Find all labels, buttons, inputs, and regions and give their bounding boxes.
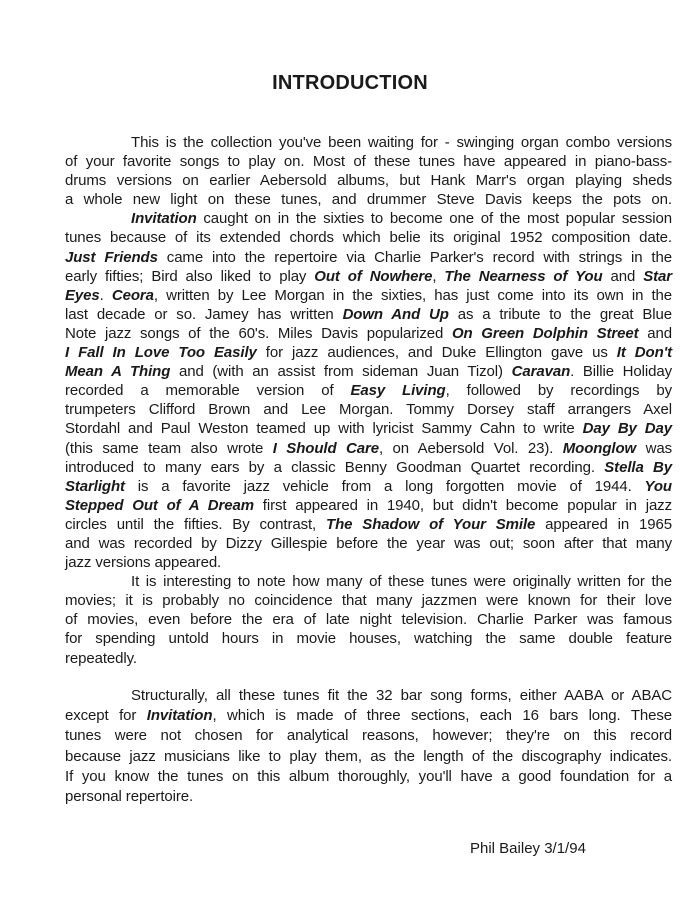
text-line <box>65 228 672 247</box>
text-run: , which is made of three sections, each 16 bars long. These <box>212 707 673 725</box>
text-run: caught on in the sixties to become one of the most popular session <box>196 210 672 228</box>
text-run: . Billie Holiday <box>570 363 672 381</box>
text-line <box>65 515 672 534</box>
song-title: Stepped Out of A Dream <box>65 496 254 514</box>
text-run: and <box>602 267 644 285</box>
text-run: . <box>99 286 112 304</box>
song-title: Eyes <box>65 286 100 304</box>
text-line <box>65 133 672 152</box>
text-run: of movies, even before the era of late night television. Charlie Parker was famous <box>65 611 672 629</box>
text-run: tunes were not chosen for analytical reasons, however; they're on this record <box>65 727 672 745</box>
text-run: was <box>636 439 672 457</box>
song-title: Day By Day <box>582 420 672 438</box>
text-line <box>65 267 672 286</box>
song-title: The Nearness of You <box>444 267 603 285</box>
text-run: repeatedly. <box>65 649 138 667</box>
text-line <box>65 209 672 228</box>
song-title: You <box>644 477 672 495</box>
text-run: a whole new light on these tunes, and drummer Steve Davis keeps the pots on. <box>65 191 672 209</box>
text-line <box>65 324 672 343</box>
text-run: , followed by recordings by <box>445 382 673 400</box>
song-title: Out of Nowhere <box>314 267 433 285</box>
text-run: , written by Lee Morgan in the sixties, has just come into its own in the <box>153 286 673 304</box>
text-line <box>65 706 672 726</box>
text-run: jazz versions appeared. <box>65 554 222 572</box>
text-line <box>65 649 672 668</box>
song-title: It Don't <box>616 344 673 362</box>
text-run: and (with an assist from sideman Juan Tizol) <box>170 363 512 381</box>
text-line <box>65 591 672 610</box>
text-run: first appeared in 1940, but didn't become popular in jazz <box>253 496 672 514</box>
page-title: INTRODUCTION <box>272 72 428 94</box>
text-line <box>65 610 672 629</box>
text-run: as a tribute to the great Blue <box>448 305 672 323</box>
text-line <box>65 767 672 787</box>
text-line <box>65 171 672 190</box>
text-line <box>65 534 672 553</box>
text-line <box>65 400 672 419</box>
song-title: Mean A Thing <box>65 363 171 381</box>
text-run: , on Aebersold Vol. 23). <box>378 439 563 457</box>
author-signature-date: Phil Bailey 3/1/94 <box>470 840 586 857</box>
song-title: Invitation <box>146 707 213 725</box>
song-title: Down And Up <box>342 305 449 323</box>
text-run: and was recorded by Dizzy Gillespie before the year was out; soon after that many <box>65 534 672 552</box>
song-title: Star <box>643 267 672 285</box>
text-run: movies; it is probably no coincidence that many jazzmen were known for their love <box>65 592 672 610</box>
song-title: Invitation <box>131 210 197 228</box>
text-line <box>65 787 672 807</box>
song-title: The Shadow of Your Smile <box>326 515 536 533</box>
text-run: This is the collection you've been waiting for - swinging organ combo versions <box>131 134 672 151</box>
text-line <box>65 686 672 706</box>
text-run: Note jazz songs of the 60's. Miles Davis popularized <box>65 324 452 342</box>
song-title: Easy Living <box>350 382 446 400</box>
text-run: and <box>638 324 672 342</box>
text-run: because jazz musicians like to play them, as the length of the discography indicates. <box>65 747 672 765</box>
text-run: last decade or so. Jamey has written <box>65 305 343 323</box>
text-run: personal repertoire. <box>65 788 194 806</box>
text-line <box>65 747 672 767</box>
song-title: I Should Care <box>272 439 379 457</box>
song-title: Ceora <box>111 286 154 304</box>
song-title: Caravan <box>511 363 571 381</box>
text-run: Stordahl and Paul Weston teamed up with lyricist Sammy Cahn to write <box>65 420 583 438</box>
song-title: On Green Dolphin Street <box>451 324 639 342</box>
text-line <box>65 439 672 458</box>
text-line <box>65 381 672 400</box>
text-run: trumpeters Clifford Brown and Lee Morgan. Tommy Dorsey staff arrangers Axel <box>65 401 672 419</box>
song-title: Stella By <box>604 458 672 476</box>
text-line <box>65 286 672 305</box>
text-line <box>65 458 672 477</box>
text-line <box>65 553 672 572</box>
text-run: , <box>432 267 445 285</box>
text-run: Structurally, all these tunes fit the 32 bar song forms, either AABA or ABAC <box>131 687 672 704</box>
text-line <box>65 572 672 591</box>
text-run: is a favorite jazz vehicle from a long forgotten movie of 1944. <box>124 477 645 495</box>
text-line <box>65 629 672 648</box>
text-line <box>65 190 672 209</box>
text-line <box>65 419 672 438</box>
body-text-main <box>65 133 672 668</box>
text-run: It is interesting to note how many of these tunes were originally written for the <box>131 573 672 591</box>
song-title: Just Friends <box>65 248 158 266</box>
text-line <box>65 496 672 515</box>
text-run: early fifties; Bird also liked to play <box>65 267 315 285</box>
song-title: Starlight <box>65 477 125 495</box>
text-line <box>65 305 672 324</box>
text-line <box>65 152 672 171</box>
text-run: of your favorite songs to play on. Most of these tunes have appeared in piano-bass- <box>65 153 672 171</box>
song-title: Moonglow <box>562 439 637 457</box>
text-run: introduced to many ears by a classic Benny Goodman Quartet recording. <box>65 458 605 476</box>
text-line <box>65 726 672 746</box>
body-text-closing <box>65 686 672 807</box>
text-run: If you know the tunes on this album thoroughly, you'll have a good foundation for a <box>65 767 672 785</box>
text-run: came into the repertoire via Charlie Parker's record with strings in the <box>157 248 672 266</box>
text-run: (this same team also wrote <box>65 439 273 457</box>
text-line <box>65 248 672 267</box>
text-run: circles until the fifties. By contrast, <box>65 515 327 533</box>
song-title: I Fall In Love Too Easily <box>65 344 257 362</box>
text-line <box>65 362 672 381</box>
text-run: recorded a memorable version of <box>65 382 351 400</box>
text-run: for jazz audiences, and Duke Ellington gave us <box>256 344 617 362</box>
text-line <box>65 477 672 496</box>
text-run: except for <box>65 707 147 725</box>
text-line <box>65 343 672 362</box>
text-run: appeared in 1965 <box>535 515 672 533</box>
text-run: tunes because of its extended chords which belie its original 1952 composition date. <box>65 229 672 247</box>
text-run: for spending untold hours in movie houses, watching the same double feature <box>65 630 672 648</box>
text-run: drums versions on earlier Aebersold albums, but Hank Marr's organ playing sheds <box>65 172 672 190</box>
